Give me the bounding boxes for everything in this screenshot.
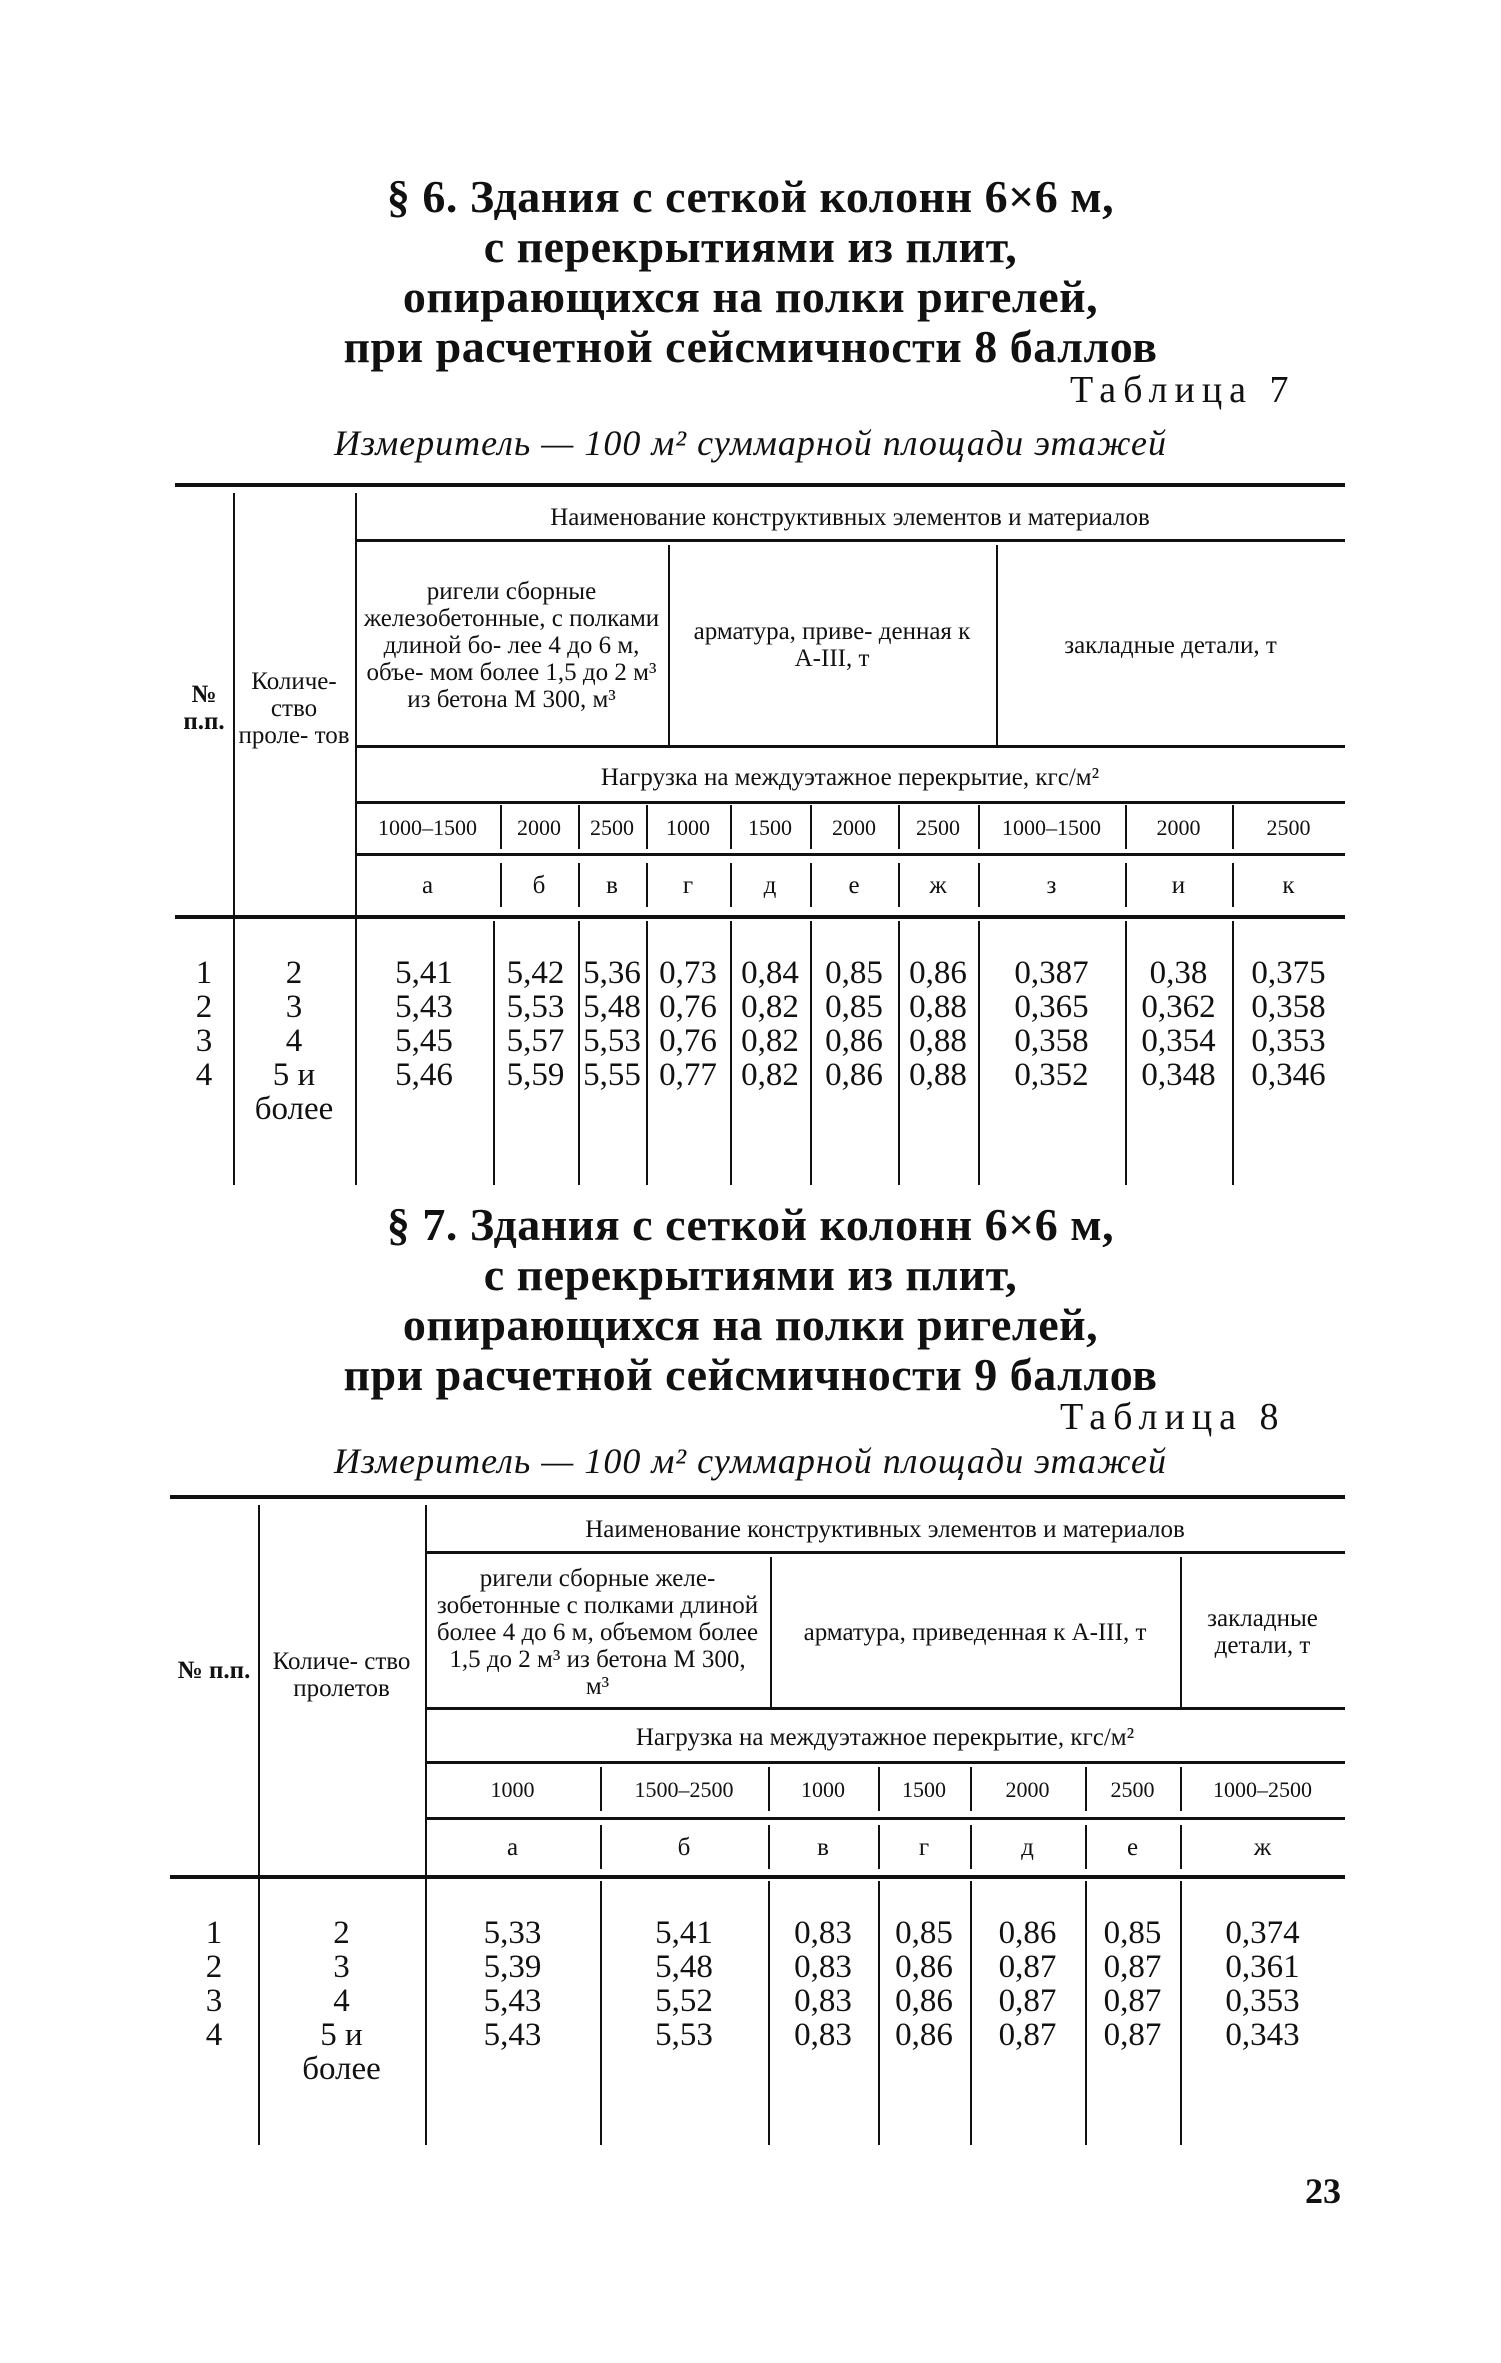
- table8-load-value-text: 1000–2500: [1213, 1776, 1312, 1802]
- table7-load-value: [898, 805, 978, 849]
- table8-header-bottom-rule: [170, 1875, 1345, 1879]
- table7-column-letter: [978, 863, 1125, 907]
- table7-rule: [355, 745, 1345, 748]
- table7-load-value: [355, 805, 500, 849]
- table8-vrule: [600, 1825, 602, 1869]
- table7-cell: 0,353: [1251, 1023, 1326, 1059]
- table7-col-armatura: [668, 545, 996, 745]
- table7-group-header-text: Наименование конструктивных элементов и материалов: [550, 503, 1150, 531]
- table7-spans-header-text: Количе- ство проле- тов: [238, 667, 350, 749]
- table8-col-zakladnye-text: закладные детали, т: [1207, 1605, 1318, 1659]
- table8-column-letter: [425, 1825, 600, 1869]
- table8-load-value: [425, 1767, 600, 1811]
- table7-load-value: [730, 805, 810, 849]
- table8-row-spans: 5 и: [320, 2017, 363, 2053]
- table7-column-letter-text: д: [763, 871, 777, 899]
- table7-load-value-text: 2500: [1266, 814, 1311, 840]
- table7-row-spans: 4: [285, 1023, 303, 1059]
- table8-cell: 0,86: [895, 2017, 953, 2053]
- table7-cell: 0,358: [1251, 989, 1326, 1025]
- table8-cell: 0,87: [998, 2017, 1057, 2053]
- table8-vrule: [1180, 1557, 1182, 1707]
- section6-title-line: опирающихся на полки ригелей,: [402, 271, 1099, 322]
- table8-spans-header: [258, 1615, 425, 1735]
- table8-load-value-text: 1000: [801, 1776, 845, 1802]
- table8-cell: 0,86: [998, 1915, 1057, 1951]
- table8-cell: 5,41: [655, 1915, 713, 1951]
- table8-col-rigeli-text: ригели сборные желе- зобетонные с полками длиной более 4 до 6 м, объемом более 1,5 до 2 м³ из бетона М 300, м³: [436, 1564, 759, 1700]
- table7-vrule: [646, 805, 648, 849]
- table7-load-value: [578, 805, 646, 849]
- table8-rule: [425, 1551, 1345, 1554]
- table8-row-number: 2: [205, 1949, 223, 1985]
- table8-label: Таблица 8: [1060, 1396, 1286, 1438]
- table7-load-value-text: 2500: [916, 814, 960, 840]
- table7-cell: 0,82: [741, 989, 799, 1025]
- table7-vrule: [1232, 805, 1234, 849]
- table7-column-letter: [730, 863, 810, 907]
- table7-vrule: [810, 805, 812, 849]
- table7-cell: 0,82: [741, 1057, 799, 1093]
- table7-unit: Измеритель — 100 м² суммарной площади этажей: [334, 423, 1167, 463]
- table8-cell: 0,85: [1103, 1915, 1162, 1951]
- table8-cell: 5,48: [655, 1949, 713, 1985]
- table7-cell: 5,41: [395, 955, 453, 991]
- table7-vrule: [996, 545, 998, 745]
- table7-column-letter-text: е: [848, 871, 860, 899]
- table7-col-rigeli-text: ригели сборные железобетонные, с полками длиной бо- лее 4 до 6 м, объе- мом более 1,5 до 2 м³ из бетона М 300, м³: [363, 577, 660, 713]
- table7-load-value: [646, 805, 730, 849]
- table8-column-letter-text: е: [1126, 1833, 1139, 1861]
- table8-row-spans: более: [302, 2051, 381, 2087]
- table8-cell: 0,87: [1103, 2017, 1162, 2053]
- table7-row-number: 4: [195, 1057, 213, 1093]
- table7-vrule: [500, 805, 502, 849]
- table7-vrule: [1125, 863, 1127, 907]
- table8-load-value: [768, 1767, 878, 1811]
- table7-cell: 0,85: [825, 989, 883, 1025]
- table7-cell: 0,84: [741, 955, 799, 991]
- table7-num-header-text: № п.п.: [183, 681, 225, 735]
- table8-cell: 0,87: [1103, 1983, 1162, 2019]
- table7-vrule: [978, 805, 980, 849]
- table8-column-letter-text: ж: [1253, 1833, 1272, 1861]
- table8-column-letter-text: д: [1021, 1833, 1034, 1861]
- table7-cell: 5,55: [583, 1057, 641, 1093]
- table8-vrule: [768, 1767, 770, 1811]
- table7-cell: 5,59: [506, 1057, 565, 1093]
- table7-load-value-text: 2000: [832, 814, 876, 840]
- table7-col-rigeli: [355, 545, 668, 745]
- table7-load-header: [355, 753, 1345, 801]
- table7-cell: 0,352: [1014, 1057, 1089, 1093]
- table7-row-number: 3: [195, 1023, 213, 1059]
- table8-column-letter-text: а: [506, 1833, 519, 1861]
- table7-column-letter-text: ж: [929, 871, 947, 899]
- table8-cell: 0,87: [1103, 1949, 1162, 1985]
- table7-group-header: [355, 495, 1345, 539]
- table7-column-letter-text: б: [532, 871, 546, 899]
- table8-load-header-text: Нагрузка на междуэтажное перекрытие, кгс/м²: [635, 1723, 1135, 1751]
- table8-cell: 0,83: [794, 2017, 852, 2053]
- table7-vrule: [578, 863, 580, 907]
- table8-cell: 0,86: [895, 1983, 953, 2019]
- table8-cell: 0,361: [1225, 1949, 1300, 1985]
- table8-group-header-text: Наименование конструктивных элементов и материалов: [585, 1515, 1185, 1543]
- table8-row-spans: 2: [333, 1915, 350, 1951]
- table7-col-armatura-text: арматура, приве- денная к А-III, т: [693, 618, 971, 672]
- table8-cell: 0,85: [895, 1915, 953, 1951]
- table8-cell: 5,43: [483, 2017, 542, 2053]
- table7-load-value: [1125, 805, 1232, 849]
- table7-cell: 5,53: [506, 989, 565, 1025]
- table7-column-letter: [578, 863, 646, 907]
- table8-load-value-text: 2000: [1005, 1776, 1050, 1802]
- table8-column-letter-text: г: [918, 1833, 930, 1861]
- table7-load-value-text: 1000–1500: [378, 814, 477, 840]
- section7-title-line: опирающихся на полки ригелей,: [402, 1299, 1099, 1350]
- table7-column-letter: [646, 863, 730, 907]
- table8-num-header-text: № п.п.: [177, 1656, 251, 1684]
- table7-load-value: [1232, 805, 1345, 849]
- table8-cell: 5,39: [483, 1949, 542, 1985]
- table7-cell: 0,375: [1251, 955, 1326, 991]
- table7-rule: [355, 539, 1345, 542]
- table8-load-value: [1180, 1767, 1345, 1811]
- table7-cell: 0,38: [1149, 955, 1208, 991]
- table7-cell: 5,53: [583, 1023, 641, 1059]
- table8-row-spans: 3: [333, 1949, 350, 1985]
- table8-cell: 0,87: [998, 1983, 1057, 2019]
- table7-col-zakladnye-text: закладные детали, т: [1064, 631, 1277, 659]
- table8-column-letter: [970, 1825, 1085, 1869]
- table7-row-spans: 3: [285, 989, 303, 1025]
- table7-cell: 0,86: [825, 1057, 883, 1093]
- table8-column-letter-text: б: [677, 1833, 691, 1861]
- table7-cell: 0,348: [1141, 1057, 1216, 1093]
- table7-row-spans: 5 и: [272, 1057, 316, 1093]
- table7-cell: 5,42: [506, 955, 565, 991]
- section7-title-line: с перекрытиями из плит,: [483, 1249, 1018, 1300]
- table8-top-rule: [170, 1495, 1345, 1499]
- table7-rule: [355, 853, 1345, 856]
- table7-cell: 0,346: [1251, 1057, 1326, 1093]
- table8-load-value: [878, 1767, 970, 1811]
- table7-vrule: [1232, 863, 1234, 907]
- table8-cell: 0,374: [1225, 1915, 1300, 1951]
- table8-load-value-text: 2500: [1110, 1776, 1155, 1802]
- table8-col-armatura-text: арматура, приведенная к А-III, т: [803, 1618, 1147, 1646]
- table7-cell: 5,46: [395, 1057, 453, 1093]
- table7-cell: 0,354: [1141, 1023, 1216, 1059]
- table8-row-number: 1: [205, 1915, 223, 1951]
- table7-cell: 0,88: [909, 1023, 967, 1059]
- table8-rule: [425, 1817, 1345, 1820]
- section6-title: [0, 172, 1501, 372]
- table7-column-letter-text: к: [1282, 871, 1295, 899]
- table7-column-letter: [810, 863, 898, 907]
- table8-column-letter: [1085, 1825, 1180, 1869]
- table7-load-value-text: 2000: [1156, 814, 1201, 840]
- table8-cell: 0,87: [998, 1949, 1057, 1985]
- table8-vrule: [878, 1825, 880, 1869]
- table7-column-letter-text: з: [1046, 871, 1057, 899]
- table7-column-letter: [1125, 863, 1232, 907]
- table8-spans-header-text: Количе- ство пролетов: [272, 1648, 411, 1702]
- table8-load-value-text: 1000: [490, 1776, 535, 1802]
- table7-load-header-text: Нагрузка на междуэтажное перекрытие, кгс/м²: [600, 763, 1100, 791]
- table8-unit: Измеритель — 100 м² суммарной площади этажей: [334, 1441, 1167, 1481]
- table7-cell: 0,362: [1141, 989, 1216, 1025]
- table7-vrule: [646, 863, 648, 907]
- table7-col-zakladnye: [996, 545, 1345, 745]
- table7-load-value: [810, 805, 898, 849]
- table7-cell: 0,76: [659, 989, 717, 1025]
- table7-load-value-text: 2000: [517, 814, 561, 840]
- table8-rule: [425, 1761, 1345, 1764]
- table7-load-value-text: 1000–1500: [1002, 814, 1101, 840]
- table8-cell: 0,353: [1225, 1983, 1300, 2019]
- table7-column-letter-text: а: [421, 871, 434, 899]
- table8-vrule: [878, 1767, 880, 1811]
- table7-load-value-text: 2500: [590, 814, 634, 840]
- table8-vrule: [1085, 1767, 1087, 1811]
- table7-cell: 0,76: [659, 1023, 717, 1059]
- table8-cell: 5,52: [655, 1983, 713, 2019]
- table7-rule: [355, 801, 1345, 804]
- table7-cell: 0,358: [1014, 1023, 1089, 1059]
- table8-cell: 0,83: [794, 1949, 852, 1985]
- table8-load-value-text: 1500–2500: [634, 1776, 734, 1802]
- table8-cell: 5,43: [483, 1983, 542, 2019]
- table7-vrule: [978, 863, 980, 907]
- table7-cell: 5,48: [583, 989, 641, 1025]
- table7-load-value-text: 1500: [748, 814, 792, 840]
- table8-vrule: [970, 1825, 972, 1869]
- table7-vrule: [898, 863, 900, 907]
- table8-vrule: [1180, 1825, 1182, 1869]
- table8-load-value: [970, 1767, 1085, 1811]
- table7-vrule: [810, 863, 812, 907]
- table8-rule: [425, 1707, 1345, 1710]
- table7-vrule: [730, 805, 732, 849]
- table7-load-value-text: 1000: [666, 814, 710, 840]
- table7-load-value: [500, 805, 578, 849]
- table7-cell: 0,86: [825, 1023, 883, 1059]
- section7-title: [0, 1200, 1501, 1400]
- table8-row-spans: 4: [333, 1983, 350, 2019]
- table7-cell: 0,73: [659, 955, 717, 991]
- table7-cell: 0,77: [659, 1057, 717, 1093]
- table8-vrule: [1180, 1767, 1182, 1811]
- table8-group-header: [425, 1507, 1345, 1551]
- table8-row-number: 3: [205, 1983, 223, 2019]
- table7-vrule: [730, 863, 732, 907]
- table7-column-letter-text: в: [606, 871, 618, 899]
- table7-num-header: [175, 663, 233, 753]
- table7-cell: 0,82: [741, 1023, 799, 1059]
- table8-column-letter-text: в: [817, 1833, 829, 1861]
- table8-vrule: [970, 1767, 972, 1811]
- table7-cell: 5,43: [395, 989, 453, 1025]
- table8-col-zakladnye: [1180, 1557, 1345, 1707]
- table7-cell: 5,45: [395, 1023, 453, 1059]
- table7-load-value: [978, 805, 1125, 849]
- table7-column-letter-text: г: [682, 871, 694, 899]
- table8-column-letter: [768, 1825, 878, 1869]
- table8-load-header: [425, 1713, 1345, 1761]
- table7-cell: 5,36: [583, 955, 641, 991]
- table8-load-value: [600, 1767, 768, 1811]
- table8-col-armatura: [770, 1557, 1180, 1707]
- table8-load-value-text: 1500: [902, 1776, 946, 1802]
- table8-vrule: [1085, 1825, 1087, 1869]
- table8-column-letter: [600, 1825, 768, 1869]
- table7-row-spans: более: [254, 1091, 334, 1127]
- table7-top-rule: [175, 483, 1345, 487]
- table7-vrule: [898, 805, 900, 849]
- section7-title-line: § 7. Здания с сеткой колонн 6×6 м,: [386, 1199, 1115, 1250]
- table7-header-bottom-rule: [175, 915, 1345, 919]
- table7-cell: 0,387: [1014, 955, 1089, 991]
- table7-column-letter: [898, 863, 978, 907]
- section6-title-line: § 6. Здания с сеткой колонн 6×6 м,: [386, 171, 1115, 222]
- table7-label: Таблица 7: [1070, 369, 1296, 411]
- table7-cell: 0,88: [909, 989, 967, 1025]
- table8-cell: 0,343: [1225, 2017, 1300, 2053]
- table8-cell: 0,83: [794, 1915, 852, 1951]
- table8-cell: 5,53: [655, 2017, 713, 2053]
- table8-cell: 5,33: [483, 1915, 542, 1951]
- table8-vrule: [768, 1825, 770, 1869]
- table7-column-letter: [500, 863, 578, 907]
- table8-vrule: [600, 1767, 602, 1811]
- table7-cell: 5,57: [506, 1023, 565, 1059]
- page-number: 23: [1305, 2171, 1341, 2211]
- table7-cell: 0,85: [825, 955, 883, 991]
- table7-row-number: 1: [195, 955, 213, 991]
- table8-vrule: [770, 1557, 772, 1707]
- table8-row-number: 4: [205, 2017, 223, 2053]
- section6-title-line: с перекрытиями из плит,: [483, 221, 1018, 272]
- table7-spans-header: [233, 633, 355, 783]
- section6-title-line: при расчетной сейсмичности 8 баллов: [343, 321, 1158, 372]
- table7-cell: 0,88: [909, 1057, 967, 1093]
- table8-col-rigeli: [425, 1557, 770, 1707]
- table7-column-letter: [1232, 863, 1345, 907]
- table7-vrule: [578, 805, 580, 849]
- table8-load-value: [1085, 1767, 1180, 1811]
- table7-row-spans: 2: [285, 955, 303, 991]
- table8-column-letter: [878, 1825, 970, 1869]
- table8-column-letter: [1180, 1825, 1345, 1869]
- table8-cell: 0,86: [895, 1949, 953, 1985]
- table7-column-letter: [355, 863, 500, 907]
- table7-vrule: [1125, 805, 1127, 849]
- table7-row-number: 2: [195, 989, 213, 1025]
- table8-cell: 0,83: [794, 1983, 852, 2019]
- table7-cell: 0,365: [1014, 989, 1089, 1025]
- table7-cell: 0,86: [909, 955, 967, 991]
- section7-title-line: при расчетной сейсмичности 9 баллов: [343, 1349, 1158, 1400]
- table7-vrule: [668, 545, 670, 745]
- table8-num-header: [170, 1625, 258, 1715]
- table7-vrule: [500, 863, 502, 907]
- table7-column-letter-text: и: [1171, 871, 1186, 899]
